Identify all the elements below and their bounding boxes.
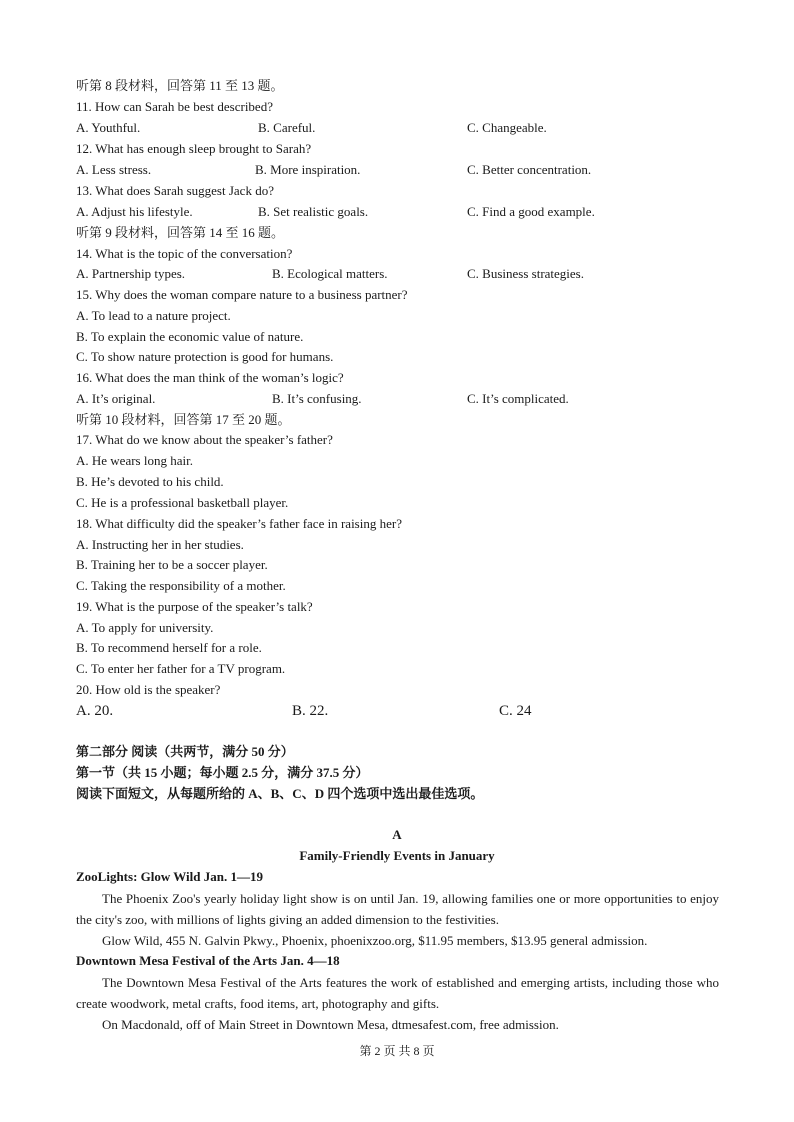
q17-stem: 17. What do we know about the speaker’s father?: [76, 432, 333, 447]
page-footer: 第 2 页 共 8 页: [359, 1044, 435, 1058]
q15-option-a: A. To lead to a nature project.: [76, 308, 231, 323]
q14-option-c: C. Business strategies.: [467, 266, 584, 281]
q17-option-b: B. He’s devoted to his child.: [76, 474, 224, 489]
q19-option-a: A. To apply for university.: [76, 620, 214, 635]
q17-option-a: A. He wears long hair.: [76, 453, 193, 468]
q16-option-b: B. It’s confusing.: [272, 391, 362, 406]
q11-option-c: C. Changeable.: [467, 120, 547, 135]
q14-option-a: A. Partnership types.: [76, 266, 186, 281]
q12-option-b: B. More inspiration.: [255, 162, 361, 177]
q18-stem: 18. What difficulty did the speaker’s father face in raising her?: [76, 516, 402, 531]
q14-stem: 14. What is the topic of the conversation?: [76, 246, 293, 261]
q19-option-b: B. To recommend herself for a role.: [76, 640, 262, 655]
q18-option-c: C. Taking the responsibility of a mother.: [76, 578, 286, 593]
q20-option-a: A. 20.: [76, 703, 114, 719]
section-8-intro: 听第 8 段材料，回答第 11 至 13 题。: [76, 78, 284, 93]
q14-option-b: B. Ecological matters.: [272, 266, 388, 281]
q20-stem: 20. How old is the speaker?: [76, 682, 221, 697]
q20-option-c: C. 24: [499, 703, 532, 719]
q20-option-b: B. 22.: [292, 703, 329, 719]
q15-stem: 15. Why does the woman compare nature to a business partner?: [76, 287, 408, 302]
q12-option-a: A. Less stress.: [76, 162, 152, 177]
part-2-section-1: 第一节（共 15 小题；每小题 2.5 分，满分 37.5 分）: [76, 765, 369, 780]
event-1-heading: ZooLights: Glow Wild Jan. 1—19: [76, 869, 263, 884]
q16-option-c: C. It’s complicated.: [467, 391, 569, 406]
q18-option-b: B. Training her to be a soccer player.: [76, 557, 268, 572]
section-9-intro: 听第 9 段材料，回答第 14 至 16 题。: [76, 225, 285, 240]
event-2-description: The Downtown Mesa Festival of the Arts features the work of established and emerging artists, including those who create woodwork, metal crafts, food items, art, photography and gifts.: [76, 975, 719, 1011]
q12-stem: 12. What has enough sleep brought to Sarah?: [76, 141, 312, 156]
q17-option-c: C. He is a professional basketball player.: [76, 495, 289, 510]
passage-title: Family-Friendly Events in January: [299, 848, 495, 863]
event-2-heading: Downtown Mesa Festival of the Arts Jan. 4—18: [76, 953, 340, 968]
section-10-intro: 听第 10 段材料，回答第 17 至 20 题。: [76, 412, 291, 427]
q15-option-c: C. To show nature protection is good for humans.: [76, 349, 334, 364]
q16-stem: 16. What does the man think of the woman’s logic?: [76, 370, 344, 385]
q19-stem: 19. What is the purpose of the speaker’s talk?: [76, 599, 313, 614]
q13-option-c: C. Find a good example.: [467, 204, 595, 219]
q18-option-a: A. Instructing her in her studies.: [76, 537, 244, 552]
passage-letter: A: [392, 827, 402, 842]
q13-stem: 13. What does Sarah suggest Jack do?: [76, 183, 274, 198]
q12-option-c: C. Better concentration.: [467, 162, 592, 177]
q13-option-b: B. Set realistic goals.: [258, 204, 369, 219]
event-2-details: On Macdonald, off of Main Street in Downtown Mesa, dtmesafest.com, free admission.: [102, 1017, 559, 1032]
part-2-instruction: 阅读下面短文，从每题所给的 A、B、C、D 四个选项中选出最佳选项。: [76, 786, 484, 801]
q19-option-c: C. To enter her father for a TV program.: [76, 661, 286, 676]
q11-option-a: A. Youthful.: [76, 120, 141, 135]
event-1-description: The Phoenix Zoo's yearly holiday light show is on until Jan. 19, allowing families one or more opportunities to enjoy the city's zoo, with millions of lights giving an added dimension to the festivities.: [76, 891, 719, 927]
q11-stem: 11. How can Sarah be best described?: [76, 99, 273, 114]
q16-option-a: A. It’s original.: [76, 391, 156, 406]
q11-option-b: B. Careful.: [258, 120, 316, 135]
q13-option-a: A. Adjust his lifestyle.: [76, 204, 193, 219]
event-1-details: Glow Wild, 455 N. Galvin Pkwy., Phoenix, phoenixzoo.org, $11.95 members, $13.95 general admission.: [102, 933, 648, 948]
q15-option-b: B. To explain the economic value of nature.: [76, 329, 304, 344]
part-2-title: 第二部分 阅读（共两节，满分 50 分）: [76, 744, 294, 759]
